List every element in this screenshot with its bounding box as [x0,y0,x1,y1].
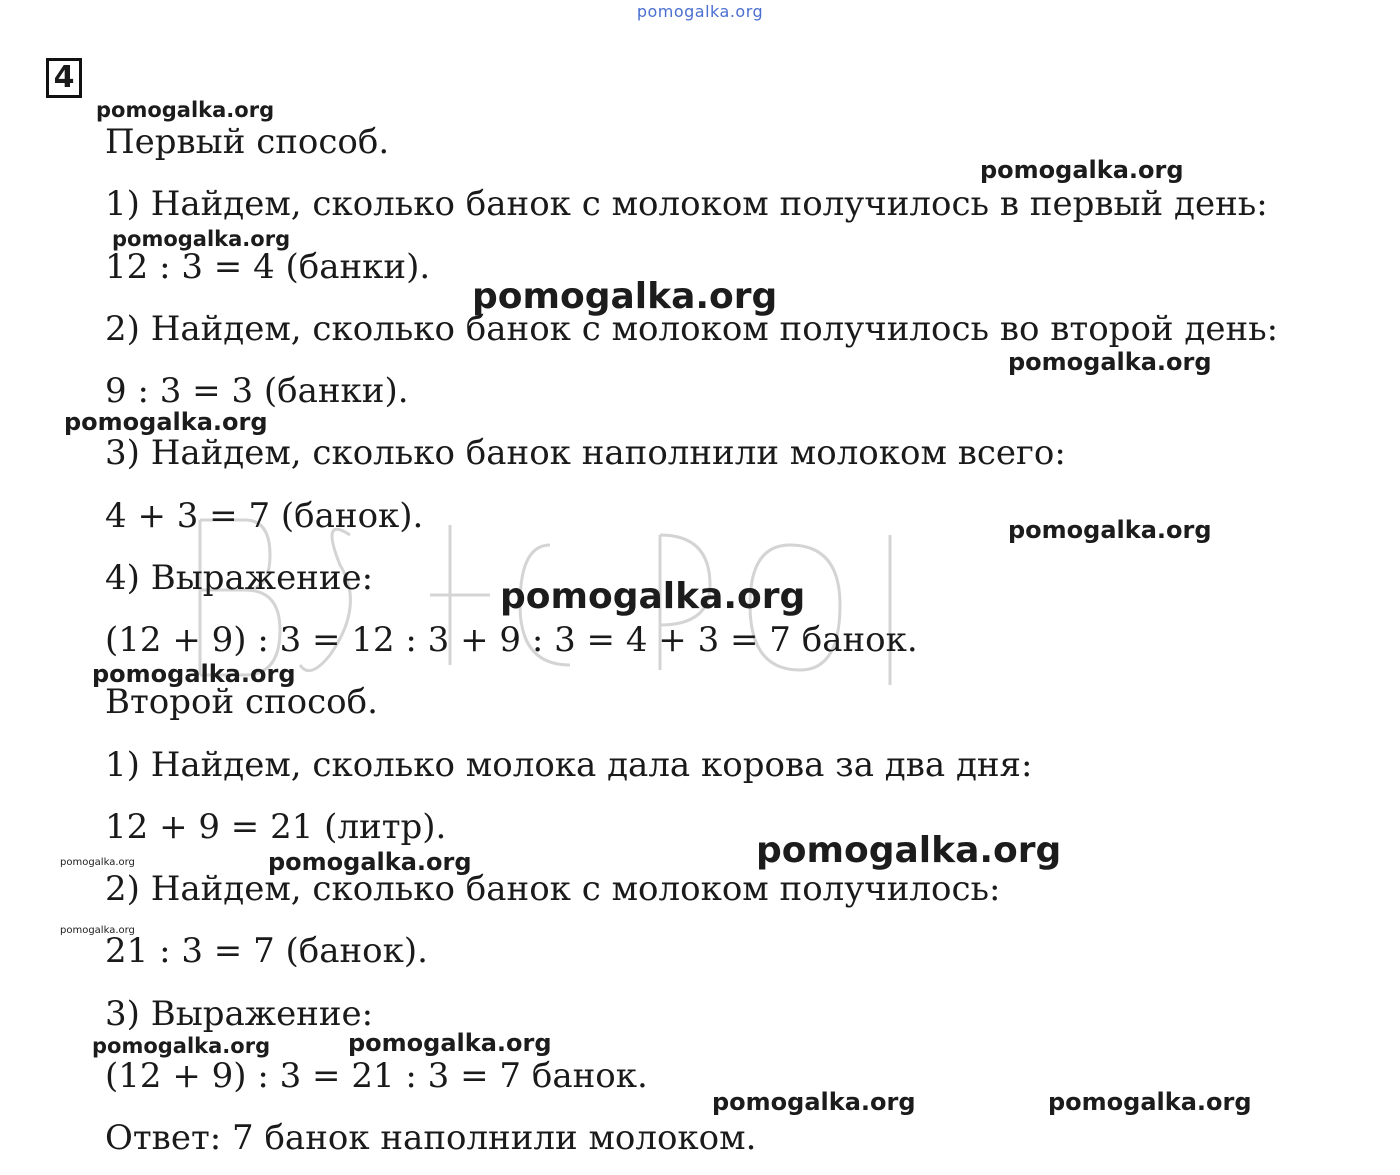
method1-step3: 3) Найдем, сколько банок наполнили молоком всего: [105,433,1066,473]
watermark: pomogalka.org [1008,348,1212,376]
watermark: pomogalka.org [348,1029,552,1057]
watermark: pomogalka.org [60,857,135,868]
method2-calc2: 21 : 3 = 7 (банок). [105,931,428,971]
watermark: pomogalka.org [96,98,275,122]
method2-step2: 2) Найдем, сколько банок с молоком получилось: [105,869,1001,909]
watermark: pomogalka.org [1008,516,1212,544]
method2-step3: 3) Выражение: [105,994,374,1034]
watermark: pomogalka.org [472,276,778,317]
watermark: pomogalka.org [712,1088,916,1116]
watermark: pomogalka.org [92,660,296,688]
watermark: pomogalka.org [756,830,1062,871]
method1-step2: 2) Найдем, сколько банок с молоком получилось во второй день: [105,309,1279,349]
method2-title: Второй способ. [105,682,378,722]
watermark: pomogalka.org [64,408,268,436]
method1-title: Первый способ. [105,122,390,162]
watermark: pomogalka.org [500,576,806,617]
watermark: pomogalka.org [60,925,135,936]
answer-line: Ответ: 7 банок наполнили молоком. [105,1118,757,1158]
watermark: pomogalka.org [980,156,1184,184]
task-number-box: 4 [46,58,82,98]
method2-calc1: 12 + 9 = 21 (литр). [105,807,447,847]
method1-calc4: (12 + 9) : 3 = 12 : 3 + 9 : 3 = 4 + 3 = 7 банок. [105,620,918,660]
method1-step4: 4) Выражение: [105,558,374,598]
top-watermark: pomogalka.org [636,2,764,21]
watermark: pomogalka.org [92,1034,271,1058]
watermark: pomogalka.org [268,848,472,876]
method1-calc1: 12 : 3 = 4 (банки). [105,247,431,287]
watermark: pomogalka.org [1048,1088,1252,1116]
method2-step1: 1) Найдем, сколько молока дала корова за два дня: [105,745,1033,785]
method1-calc2: 9 : 3 = 3 (банки). [105,371,409,411]
method1-step1: 1) Найдем, сколько банок с молоком получилось в первый день: [105,184,1268,224]
method2-calc3: (12 + 9) : 3 = 21 : 3 = 7 банок. [105,1056,648,1096]
watermark: pomogalka.org [112,227,291,251]
method1-calc3: 4 + 3 = 7 (банок). [105,496,424,536]
